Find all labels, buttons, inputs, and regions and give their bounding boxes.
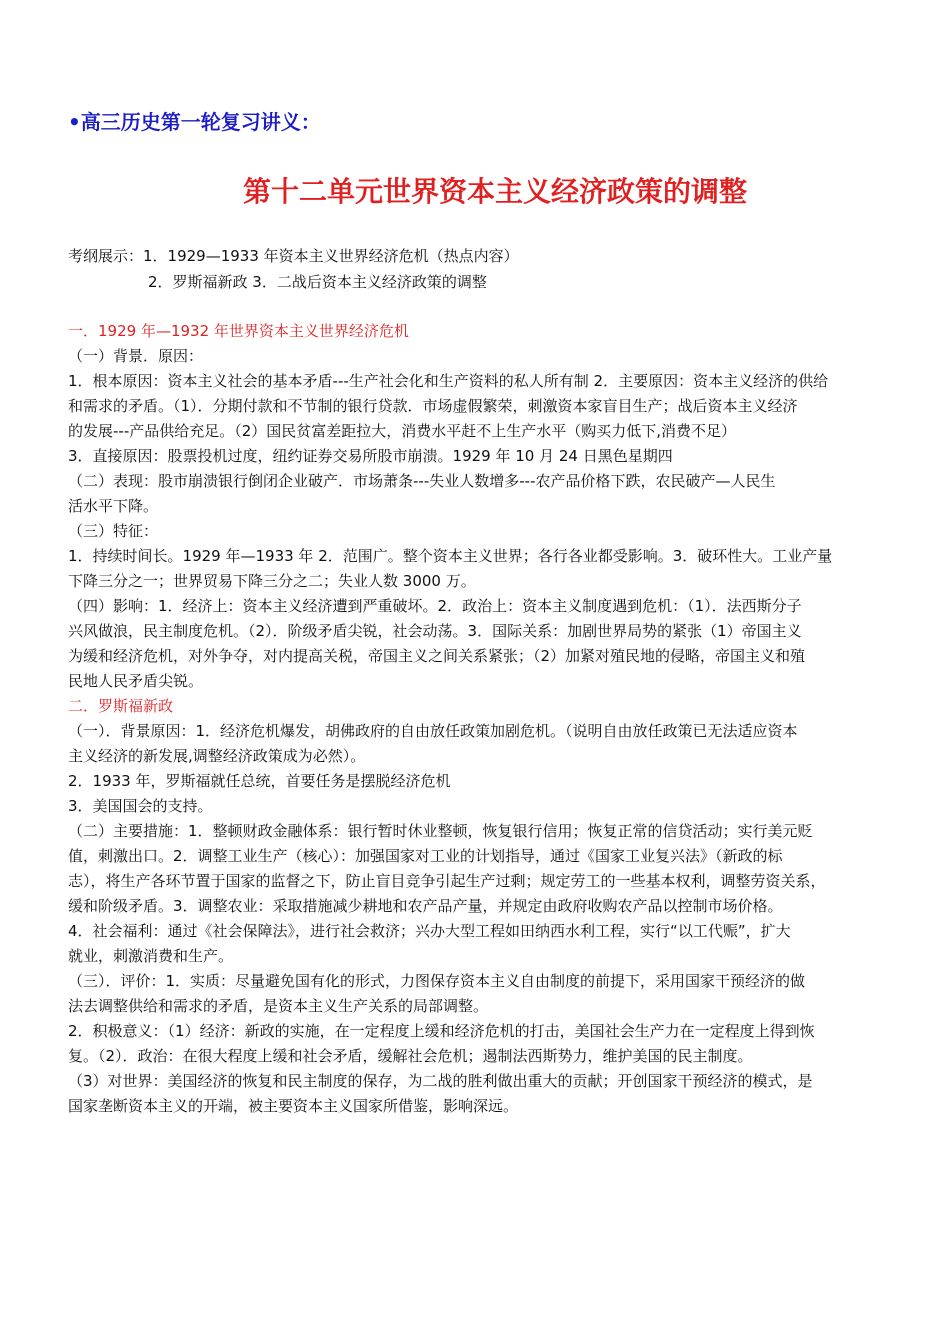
section2-line: 国家垄断资本主义的开端，被主要资本主义国家所借鉴，影响深远。 [68,1097,519,1115]
section2-line: （一）．背景原因：1．经济危机爆发，胡佛政府的自由放任政策加剧危机。（说明自由放任政策已无法适应资本 [68,722,798,740]
section1-line: （二）表现：股市崩溃银行倒闭企业破产．市场萧条---失业人数增多---农产品价格下跌，农民破产—人民生 [68,472,776,490]
section2-line: 缓和阶级矛盾。3．调整农业：采取措施减少耕地和农产品产量，并规定由政府收购农产品以控制市场价格。 [68,897,783,915]
section2-line: （三）．评价：1．实质：尽量避免国有化的形式，力图保存资本主义自由制度的前提下，采用国家干预经济的做 [68,972,806,990]
section1-line: 和需求的矛盾。（1）．分期付款和不节制的银行贷款．市场虚假繁荣，刺激资本家盲目生产；战后资本主义经济 [68,397,798,415]
section1-line: 为缓和经济危机，对外争夺，对内提高关税，帝国主义之间关系紧张；（2）加紧对殖民地的侵略，帝国主义和殖 [68,647,806,665]
section1-line: 下降三分之一；世界贸易下降三分之二；失业人数 3000 万。 [68,572,476,590]
section2-line: （3）对世界：美国经济的恢复和民主制度的保存，为二战的胜利做出重大的贡献；开创国家干预经济的模式，是 [68,1072,813,1090]
section1-line: 3．直接原因：股票投机过度，纽约证券交易所股市崩溃。1929 年 10 月 24 日黑色星期四 [68,447,673,465]
section2-heading: 二．罗斯福新政 [68,697,174,715]
section1-line: 民地人民矛盾尖锐。 [68,672,204,690]
section1-line: 兴风做浪，民主制度危机。（2）．阶级矛盾尖锐，社会动荡。3．国际关系：加剧世界局势的紧张（1）帝国主义 [68,622,802,640]
section1-line: 1．根本原因：资本主义社会的基本矛盾---生产社会化和生产资料的私人所有制 2．主要原因：资本主义经济的供给 [68,372,829,390]
lecture-header: •高三历史第一轮复习讲义： [68,110,321,134]
section1-line: （三）特征： [68,522,159,540]
section2-line: 志），将生产各环节置于国家的监督之下，防止盲目竞争引起生产过剩；规定劳工的一些基本权利，调整劳资关系， [68,872,826,890]
section2-line: 值，刺激出口。2．调整工业生产（核心）：加强国家对工业的计划指导，通过《国家工业复兴法》（新政的标 [68,847,783,865]
unit-title: 第十二单元世界资本主义经济政策的调整 [242,175,747,208]
section2-line: 法去调整供给和需求的矛盾，是资本主义生产关系的局部调整。 [68,997,489,1015]
section1-line: 1．持续时间长。1929 年—1933 年 2．范围广。整个资本主义世界；各行各业都受影响。3．破环性大。工业产量 [68,547,833,565]
section1-heading: 一．1929 年—1932 年世界资本主义世界经济危机 [68,322,409,340]
section2-line: 就业，刺激消费和生产。 [68,947,234,965]
section2-line: 复。（2）．政治：在很大程度上缓和社会矛盾，缓解社会危机；遏制法西斯势力，维护美国的民主制度。 [68,1047,753,1065]
section2-line: 4．社会福利：通过《社会保障法》，进行社会救济；兴办大型工程如田纳西水利工程，实行“以工代赈”，扩大 [68,922,791,940]
section2-line: （二）主要措施：1．整顿财政金融体系：银行暂时休业整顿，恢复银行信用；恢复正常的信贷活动；实行美元贬 [68,822,813,840]
section1-line: 的发展---产品供给充足。（2）国民贫富差距拉大，消费水平赶不上生产水平（购买力低下,消费不足） [68,422,737,440]
outline-line-2: 2．罗斯福新政 3．二战后资本主义经济政策的调整 [148,273,487,291]
outline-line-1: 考纲展示：1．1929—1933 年资本主义世界经济危机（热点内容） [68,247,519,265]
section1-line: （一）背景．原因： [68,347,204,365]
section1-line: （四）影响：1．经济上：资本主义经济遭到严重破坏。2．政治上：资本主义制度遇到危机：（1）．法西斯分子 [68,597,802,615]
section2-line: 2．1933 年，罗斯福就任总统，首要任务是摆脱经济危机 [68,772,451,790]
section2-line: 主义经济的新发展,调整经济政策成为必然）。 [68,747,366,765]
section2-line: 3．美国国会的支持。 [68,797,213,815]
section2-line: 2．积极意义：（1）经济：新政的实施，在一定程度上缓和经济危机的打击，美国社会生产力在一定程度上得到恢 [68,1022,815,1040]
section1-line: 活水平下降。 [68,497,159,515]
